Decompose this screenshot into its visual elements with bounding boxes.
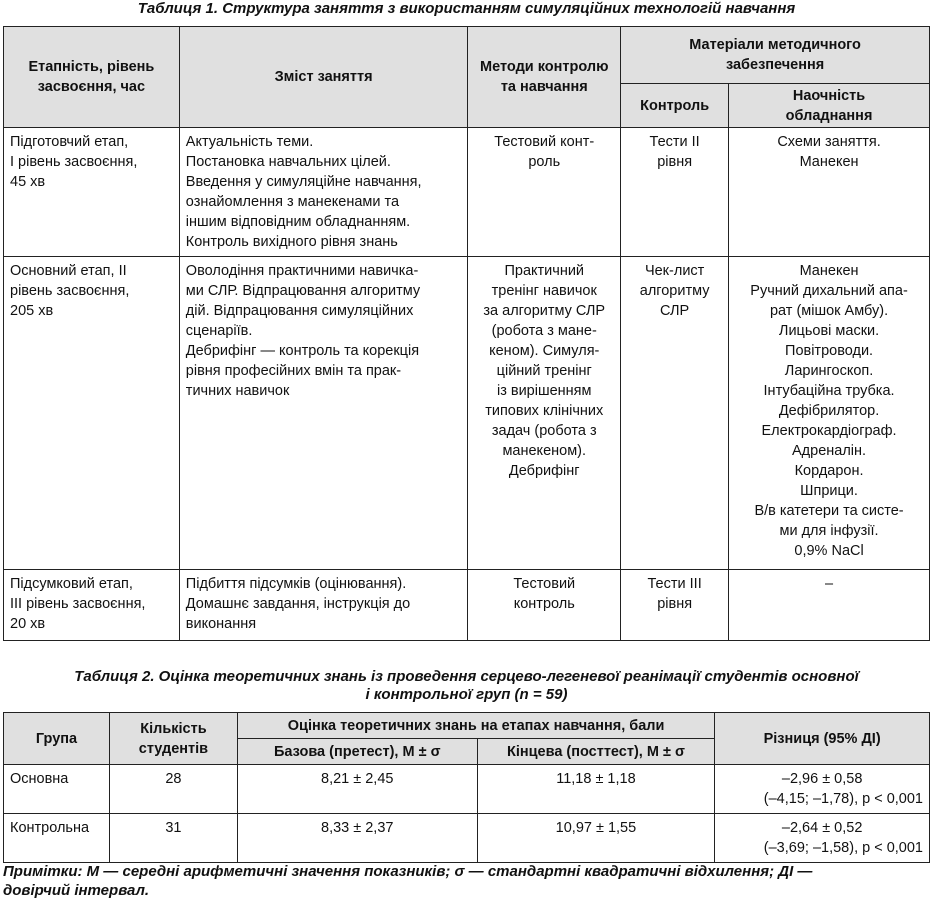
- header-stage: Етапність, рівень засвоєння, час: [4, 27, 180, 128]
- header-base: Базова (претест), M ± σ: [237, 739, 477, 765]
- diff-ci: (–4,15; –1,78), p < 0,001: [763, 791, 923, 807]
- cell-methods: Тестовий контроль: [468, 570, 621, 641]
- cell-control: Тести ІІІ рівня: [621, 570, 729, 641]
- header-equipment: Наочність обладнання: [729, 84, 930, 128]
- cell-base: 8,33 ± 2,37: [237, 814, 477, 863]
- cell-final: 11,18 ± 1,18: [477, 765, 715, 814]
- header-count: Кількість студентів: [109, 713, 237, 765]
- cell-group: Контрольна: [4, 814, 110, 863]
- header-materials: Матеріали методичного забезпечення: [621, 27, 930, 84]
- table-notes: Примітки: M — середні арифметичні значення показників; σ — стандартні квадратичні відхилення; ДІ — довірчий інтервал.: [3, 863, 813, 899]
- cell-equipment: Схеми заняття. Манекен: [729, 128, 930, 257]
- table-row: [4, 257, 930, 570]
- cell-stage: Підготовчий етап, І рівень засвоєння, 45 хв: [4, 128, 180, 257]
- table2-caption: Таблиця 2. Оцінка теоретичних знань із проведення серцево-легеневої реанімації студентів основної і контрольної груп (n = 59): [74, 668, 859, 703]
- diff-ci: (–3,69; –1,58), p < 0,001: [763, 840, 923, 856]
- table-row: [4, 765, 930, 814]
- table-row: [4, 570, 930, 641]
- cell-stage: Підсумковий етап, ІІІ рівень засвоєння, 20 хв: [4, 570, 180, 641]
- cell-equipment: Манекен Ручний дихальний апа- рат (мішок Амбу). Лицьові маски. Повітроводи. Ларингоскоп. Інтубаційна трубка. Дефібрилятор. Електрокардіограф. Адреналін. Кордарон. Шприци. В/в катетери та систе- ми для інфузії. 0,9% NaCl: [729, 257, 930, 570]
- knowledge-score-table: [3, 712, 930, 863]
- table-row: [4, 128, 930, 257]
- cell-control: Чек-лист алгоритму СЛР: [621, 257, 729, 570]
- cell-diff: [715, 765, 930, 814]
- table-row: [4, 814, 930, 863]
- header-content: Зміст заняття: [179, 27, 468, 128]
- cell-count: 31: [109, 814, 237, 863]
- cell-equipment: –: [729, 570, 930, 641]
- cell-content: Актуальність теми. Постановка навчальних цілей. Введення у симуляційне навчання, ознайомлення з манекенами та іншим відповідним обладнанням. Контроль вихідного рівня знань: [179, 128, 468, 257]
- cell-group: Основна: [4, 765, 110, 814]
- cell-methods: Тестовий конт- роль: [468, 128, 621, 257]
- cell-content: Оволодіння практичними навичка- ми СЛР. Відпрацювання алгоритму дій. Відпрацювання симуляційних сценаріїв. Дебрифінг — контроль та корекція рівня професійних вмін та прак- тичних навичок: [179, 257, 468, 570]
- cell-control: Тести ІІ рівня: [621, 128, 729, 257]
- header-diff: Різниця (95% ДІ): [715, 713, 930, 765]
- header-control: Контроль: [621, 84, 729, 128]
- diff-value: –2,96 ± 0,58: [781, 771, 863, 787]
- cell-diff: [715, 814, 930, 863]
- cell-count: 28: [109, 765, 237, 814]
- cell-stage: Основний етап, ІІ рівень засвоєння, 205 хв: [4, 257, 180, 570]
- cell-final: 10,97 ± 1,55: [477, 814, 715, 863]
- lesson-structure-table: [3, 26, 930, 641]
- header-group: Група: [4, 713, 110, 765]
- diff-value: –2,64 ± 0,52: [781, 820, 863, 836]
- header-methods: Методи контролю та навчання: [468, 27, 621, 128]
- cell-content: Підбиття підсумків (оцінювання). Домашнє завдання, інструкція до виконання: [179, 570, 468, 641]
- table1-caption: Таблиця 1. Структура заняття з використанням симуляційних технологій навчання: [137, 0, 796, 17]
- cell-methods: Практичний тренінг навичок за алгоритму СЛР (робота з мане- кеном). Симуля- ційний тренінг із вирішенням типових клінічних задач (робота з манекеном). Дебрифінг: [468, 257, 621, 570]
- header-score: Оцінка теоретичних знань на етапах навчання, бали: [237, 713, 714, 739]
- header-final: Кінцева (посттест), M ± σ: [477, 739, 715, 765]
- cell-base: 8,21 ± 2,45: [237, 765, 477, 814]
